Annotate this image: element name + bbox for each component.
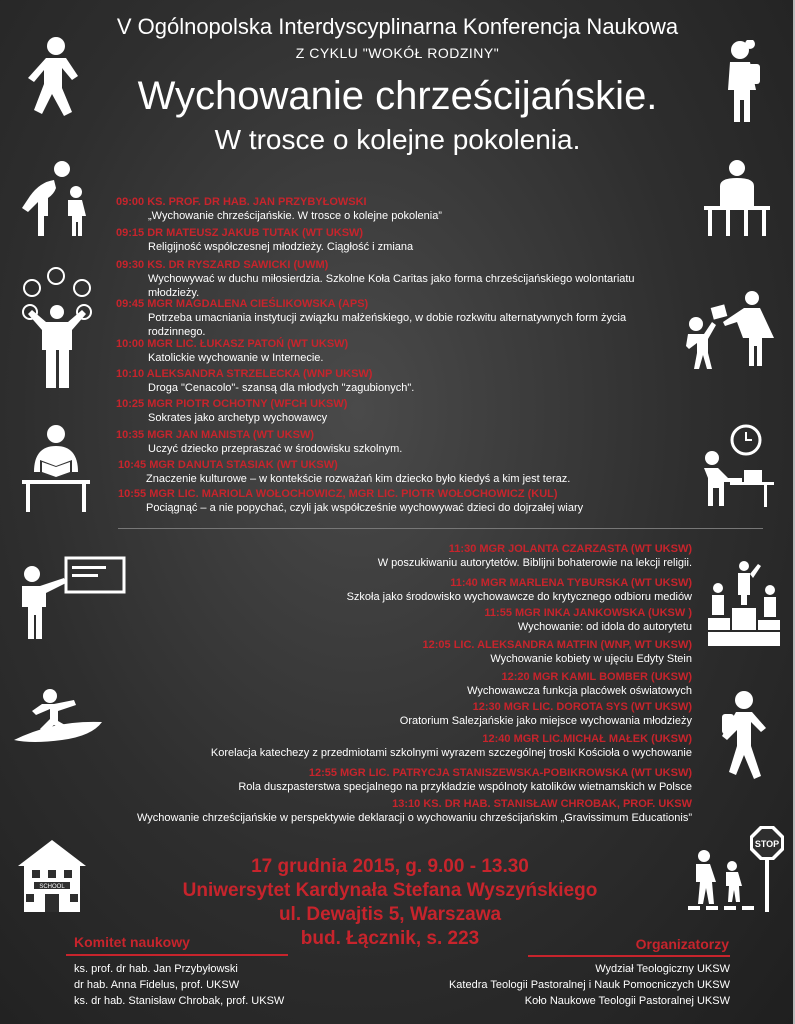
event-address: ul. Dewajtis 5, Warszawa bbox=[278, 904, 502, 925]
committee-member: ks. dr hab. Stanisław Chrobak, prof. UKSW bbox=[74, 995, 285, 1007]
session-speaker: 10:25 MGR PIOTR OCHOTNY (WFCH UKSW) bbox=[116, 398, 348, 410]
session-speaker: 12:40 MGR LIC.MICHAŁ MAŁEK (UKSW) bbox=[482, 733, 692, 745]
session-speaker: 10:55 MGR LIC. MARIOLA WOŁOCHOWICZ, MGR LIC. PIOTR WOŁOCHOWICZ (KUL) bbox=[118, 488, 558, 500]
podium-winners-icon bbox=[706, 560, 782, 648]
session-title: Sokrates jako archetyp wychowawcy bbox=[148, 412, 328, 424]
session-item bbox=[116, 195, 676, 223]
session-title: Wychowanie: od idola do autorytetu bbox=[517, 621, 692, 633]
session-item bbox=[40, 797, 692, 825]
school-building-icon bbox=[18, 838, 86, 914]
committee-list bbox=[74, 961, 284, 1009]
session-speaker: 12:30 MGR LIC. DOROTA SYS (WT UKSW) bbox=[472, 701, 692, 713]
session-speaker: 12:55 MGR LIC. PATRYCJA STANISZEWSKA-POBIKROWSKA (WT UKSW) bbox=[308, 767, 692, 779]
session-item bbox=[60, 576, 692, 604]
session-speaker: 12:20 MGR KAMIL BOMBER (UKSW) bbox=[501, 671, 692, 683]
event-building: bud. Łącznik, s. 223 bbox=[300, 928, 480, 949]
session-speaker: 11:55 MGR INKA JANKOWSKA (UKSW ) bbox=[484, 607, 692, 619]
school-sign-text: SCHOOL bbox=[39, 884, 65, 890]
session-speaker: 13:10 KS. DR HAB. STANISŁAW CHROBAK, PROF. UKSW bbox=[392, 798, 692, 810]
session-item bbox=[116, 397, 676, 425]
session-speaker: 11:40 MGR MARLENA TYBURSKA (WT UKSW) bbox=[450, 577, 692, 589]
session-title: Katolickie wychowanie w Internecie. bbox=[148, 352, 324, 364]
session-item bbox=[60, 732, 692, 760]
session-title: Religijność współczesnej młodzieży. Ciągłość i zmiana bbox=[148, 241, 414, 253]
session-speaker: 09:30 KS. DR RYSZARD SAWICKI (UWM) bbox=[116, 259, 329, 271]
session-item bbox=[116, 428, 676, 456]
session-title: Rola duszpasterstwa specjalnego na przykładzie wspólnoty katolików wietnamskich w Polsce bbox=[238, 781, 692, 793]
session-speaker: 12:05 LIC. ALEKSANDRA MATFIN (WNP, WT UKSW) bbox=[422, 639, 692, 651]
session-title: Pociągnąć – a nie popychać, czyli jak współcześnie wychowywać dzieci do dojrzałej wiary bbox=[146, 502, 584, 514]
session-speaker: 09:15 DR MATEUSZ JAKUB TUTAK (WT UKSW) bbox=[116, 227, 364, 239]
session-speaker: 10:00 MGR LIC. ŁUKASZ PATOŃ (WT UKSW) bbox=[116, 338, 349, 350]
session-title: Uczyć dziecko przepraszać w środowisku szkolnym. bbox=[148, 443, 403, 455]
session-item bbox=[116, 226, 676, 254]
session-speaker: 09:00 KS. PROF. DR HAB. JAN PRZYBYŁOWSKI bbox=[116, 196, 367, 208]
boy-running-backpack-icon bbox=[716, 690, 776, 784]
committee-heading: Komitet naukowy bbox=[74, 934, 190, 950]
boy-walking-icon bbox=[24, 36, 88, 126]
children-playing-icon bbox=[678, 290, 782, 370]
organizers-underline bbox=[528, 955, 730, 957]
committee-underline bbox=[66, 954, 288, 956]
session-item bbox=[60, 766, 692, 794]
session-title: „Wychowanie chrześcijańskie. W trosce o kolejne pokolenia” bbox=[148, 210, 442, 222]
page-title: Wychowanie chrześcijańskie. bbox=[137, 74, 658, 118]
session-title: Wychowywać w duchu miłosierdzia. Szkolne Koła Caritas jako forma chrześcijańskiego wolontariatu młodzieży. bbox=[148, 273, 635, 299]
session-title: Oratorium Salezjańskie jako miejsce wychowania młodzieży bbox=[399, 715, 692, 727]
stop-sign-text: STOP bbox=[754, 839, 780, 849]
page-subtitle: W trosce o kolejne pokolenia. bbox=[214, 124, 581, 155]
session-item bbox=[60, 638, 692, 666]
session-title: Droga "Cenacolo"- szansą dla młodych "zagubionych". bbox=[148, 382, 415, 394]
session-item bbox=[60, 700, 692, 728]
organizer-member: Koło Naukowe Teologii Pastoralnej UKSW bbox=[524, 995, 730, 1007]
committee-member: dr hab. Anna Fidelus, prof. UKSW bbox=[74, 979, 240, 991]
session-title: Wychowanie chrześcijańskie w perspektywie deklaracji o wychowaniu chrześcijańskim „Gravissimum Educationis” bbox=[137, 812, 692, 824]
session-title: W poszukiwaniu autorytetów. Biblijni bohaterowie na lekcji religii. bbox=[377, 557, 692, 569]
conference-cycle: Z CYKLU "WOKÓŁ RODZINY" bbox=[295, 45, 500, 61]
session-title: Potrzeba umacniania instytucji związku małżeńskiego, w dobie rozkwitu alternatywnych form życia rodzinnego. bbox=[148, 312, 627, 338]
session-speaker: 11:30 MGR JOLANTA CZARZASTA (WT UKSW) bbox=[448, 543, 692, 555]
session-item bbox=[116, 258, 636, 300]
session-item bbox=[60, 542, 692, 570]
girl-with-backpack-icon bbox=[716, 40, 764, 124]
person-computer-clock-icon bbox=[700, 424, 776, 508]
mother-child-icon bbox=[18, 160, 88, 238]
committee-member: ks. prof. dr hab. Jan Przybyłowski bbox=[74, 963, 238, 975]
session-speaker: 10:35 MGR JAN MANISTA (WT UKSW) bbox=[116, 429, 314, 441]
surfer-icon bbox=[12, 688, 104, 748]
organizer-member: Katedra Teologii Pastoralnej i Nauk Pomocniczych UKSW bbox=[448, 979, 730, 991]
organizer-member: Wydział Teologiczny UKSW bbox=[595, 963, 730, 975]
children-crossing-stop-sign-icon bbox=[684, 822, 790, 914]
student-reading-icon bbox=[18, 424, 94, 514]
session-speaker: 09:45 MGR MAGDALENA CIEŚLIKOWSKA (APS) bbox=[116, 298, 369, 310]
event-university: Uniwersytet Kardynała Stefana Wyszyńskiego bbox=[182, 880, 598, 901]
session-item bbox=[118, 487, 698, 515]
session-title: Korelacja katechezy z przedmiotami szkolnymi wyrazem szczególnej troski Kościoła o wychowanie bbox=[210, 747, 692, 759]
session-title: Znaczenie kulturowe – w kontekście rozważań kim dziecko było kiedyś a kim jest teraz. bbox=[146, 473, 571, 485]
session-item bbox=[60, 670, 692, 698]
session-speaker: 10:45 MGR DANUTA STASIAK (WT UKSW) bbox=[118, 459, 338, 471]
organizers-heading: Organizatorzy bbox=[635, 936, 729, 952]
session-item bbox=[118, 458, 678, 486]
session-speaker: 10:10 ALEKSANDRA STRZELECKA (WNP UKSW) bbox=[116, 368, 373, 380]
session-title: Szkoła jako środowisko wychowawcze do krytycznego odbioru mediów bbox=[346, 591, 692, 603]
session-item bbox=[116, 367, 676, 395]
session-title: Wychowawcza funkcja placówek oświatowych bbox=[467, 685, 692, 697]
session-item bbox=[60, 606, 692, 634]
teacher-board-icon bbox=[18, 556, 128, 640]
organizers-list bbox=[449, 961, 730, 1009]
section-divider bbox=[118, 528, 763, 529]
conference-series: V Ogólnopolska Interdyscyplinarna Konferencja Naukowa bbox=[116, 14, 679, 39]
student-desk-icon bbox=[702, 158, 772, 238]
person-juggling-clocks-icon bbox=[20, 266, 96, 390]
event-date: 17 grudnia 2015, g. 9.00 - 13.30 bbox=[251, 856, 529, 877]
session-item bbox=[116, 297, 676, 339]
session-item bbox=[116, 337, 676, 365]
session-title: Wychowanie kobiety w ujęciu Edyty Stein bbox=[490, 653, 692, 665]
